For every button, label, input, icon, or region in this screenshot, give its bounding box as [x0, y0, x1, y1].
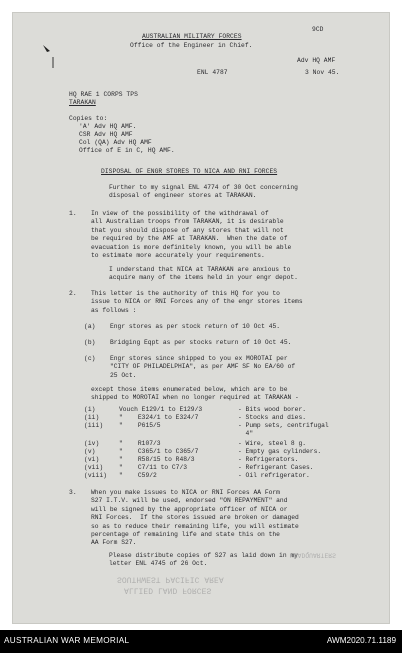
voucher-reference: Vouch E129/1 to E129/3: [119, 406, 203, 413]
file-code: 9CD: [312, 26, 324, 33]
copy-recipient: Col (QA) Adv HQ AMF: [79, 139, 152, 146]
addressee-place: TARAKAN: [69, 99, 96, 106]
bleed-through-text: HEADQUARTERS: [290, 551, 336, 559]
voucher-number: (ii): [84, 414, 100, 421]
voucher-reference: " R58/15 to R48/3: [119, 456, 195, 463]
voucher-number: (i): [84, 406, 96, 413]
paragraph-number: 3.: [69, 489, 77, 496]
catalogue-number: AWM2020.71.1189: [326, 636, 396, 645]
copies-label: Copies to:: [69, 115, 108, 122]
voucher-description: - Wire, steel 8 g.: [238, 440, 307, 447]
copy-recipient: CSR Adv HQ AMF: [79, 131, 133, 138]
headquarters-line: Adv HQ AMF: [297, 57, 336, 64]
item-label: (b): [84, 339, 96, 346]
copy-recipient: Office of E in C, HQ AMF.: [79, 147, 175, 154]
paragraph-1b: I understand that NICA at TARAKAN are anxious to acquire many of the items held in your engr depot.: [109, 266, 298, 282]
closing-paragraph: Please distribute copies of S27 as laid down in my letter ENL 4745 of 26 Oct.: [109, 552, 298, 568]
paragraph-number: 2.: [69, 290, 77, 297]
item-text: Bridging Eqpt as per stocks return of 10 Oct 45.: [110, 339, 292, 346]
letter-date: 3 Nov 45.: [305, 69, 340, 76]
copy-recipient: 'A' Adv HQ AMF.: [79, 123, 137, 130]
paragraph-1: In view of the possibility of the withdrawal of all Australian troops from TARAKAN, it is desirable that you should dispose of any stores that will not be required by the AMF at TARAKAN. When the date of evacuation is more definitely known, you will be able to estimate more accurately your requirements.: [91, 210, 292, 260]
voucher-number: (viii): [84, 472, 107, 479]
voucher-number: (iii): [84, 422, 104, 429]
voucher-description: - Empty gas cylinders.: [238, 448, 322, 455]
office-heading: Office of the Engineer in Chief.: [130, 42, 253, 49]
voucher-reference: " C7/11 to C7/3: [119, 464, 188, 471]
exception-paragraph: except those items enumerated below, which are to be shipped to MOROTAI when no longer required at TARAKAN -: [91, 386, 299, 402]
voucher-reference: " E324/1 to E324/7: [119, 414, 199, 421]
reference-number: ENL 4787: [197, 69, 228, 76]
item-label: (a): [84, 323, 96, 330]
voucher-reference: " C59/2: [119, 472, 157, 479]
voucher-description: - Stocks and dies.: [238, 414, 307, 421]
voucher-description: - Refrigerant Cases.: [238, 464, 314, 471]
intro-paragraph: Further to my signal ENL 4774 of 30 Oct concerning disposal of engineer stores at TARAKAN.: [109, 184, 298, 200]
voucher-reference: " R107/3: [119, 440, 161, 447]
voucher-number: (vii): [84, 464, 104, 471]
archive-footer-bar: [0, 630, 402, 653]
addressee-line: HQ RAE 1 CORPS TPS: [69, 91, 138, 98]
item-label: (c): [84, 355, 96, 362]
voucher-number: (vi): [84, 456, 100, 463]
voucher-reference: " C365/1 to C365/7: [119, 448, 199, 455]
paragraph-3: When you make issues to NICA or RNI Forces AA Form S27 I.T.V. will be used, endorsed "ON REPAYMENT" and will be signed by the appropriate officer of NICA or RNI Forces. If the stores issued are broken or damaged so as to reduce their remaining life, you will estimate percentage of remaining life and state this on the AA Form S27.: [91, 489, 299, 547]
item-text: Engr stores as per stock return of 10 Oct 45.: [110, 323, 281, 330]
item-text: Engr stores since shipped to you ex MOROTAI per "CITY OF PHILADELPHIA", as per AMF SF No EA/60 of 25 Oct.: [110, 355, 296, 379]
voucher-number: (iv): [84, 440, 100, 447]
voucher-description: - Oil refrigerator.: [238, 472, 310, 479]
bleed-through-text: ALLIED LAND FORCES: [124, 585, 212, 595]
voucher-description: - Pump sets, centrifugal 4": [238, 422, 329, 438]
institution-name: AUSTRALIAN WAR MEMORIAL: [4, 636, 130, 645]
voucher-reference: " P615/5: [119, 422, 161, 429]
voucher-description: - Refrigerators.: [238, 456, 299, 463]
paragraph-2: This letter is the authority of this HQ for you to issue to NICA or RNI Forces any of the engr stores items as follows :: [91, 290, 303, 314]
organisation-heading: AUSTRALIAN MILITARY FORCES: [142, 33, 242, 40]
bleed-through-text: SOUTHWEST PACIFIC AREA: [117, 574, 224, 584]
paragraph-number: 1.: [69, 210, 77, 217]
voucher-number: (v): [84, 448, 96, 455]
subject-heading: DISPOSAL OF ENGR STORES TO NICA AND RNI FORCES: [101, 168, 278, 175]
document-page: [12, 12, 390, 624]
voucher-description: - Bits wood borer.: [238, 406, 307, 413]
ink-mark-icon: [42, 43, 56, 74]
